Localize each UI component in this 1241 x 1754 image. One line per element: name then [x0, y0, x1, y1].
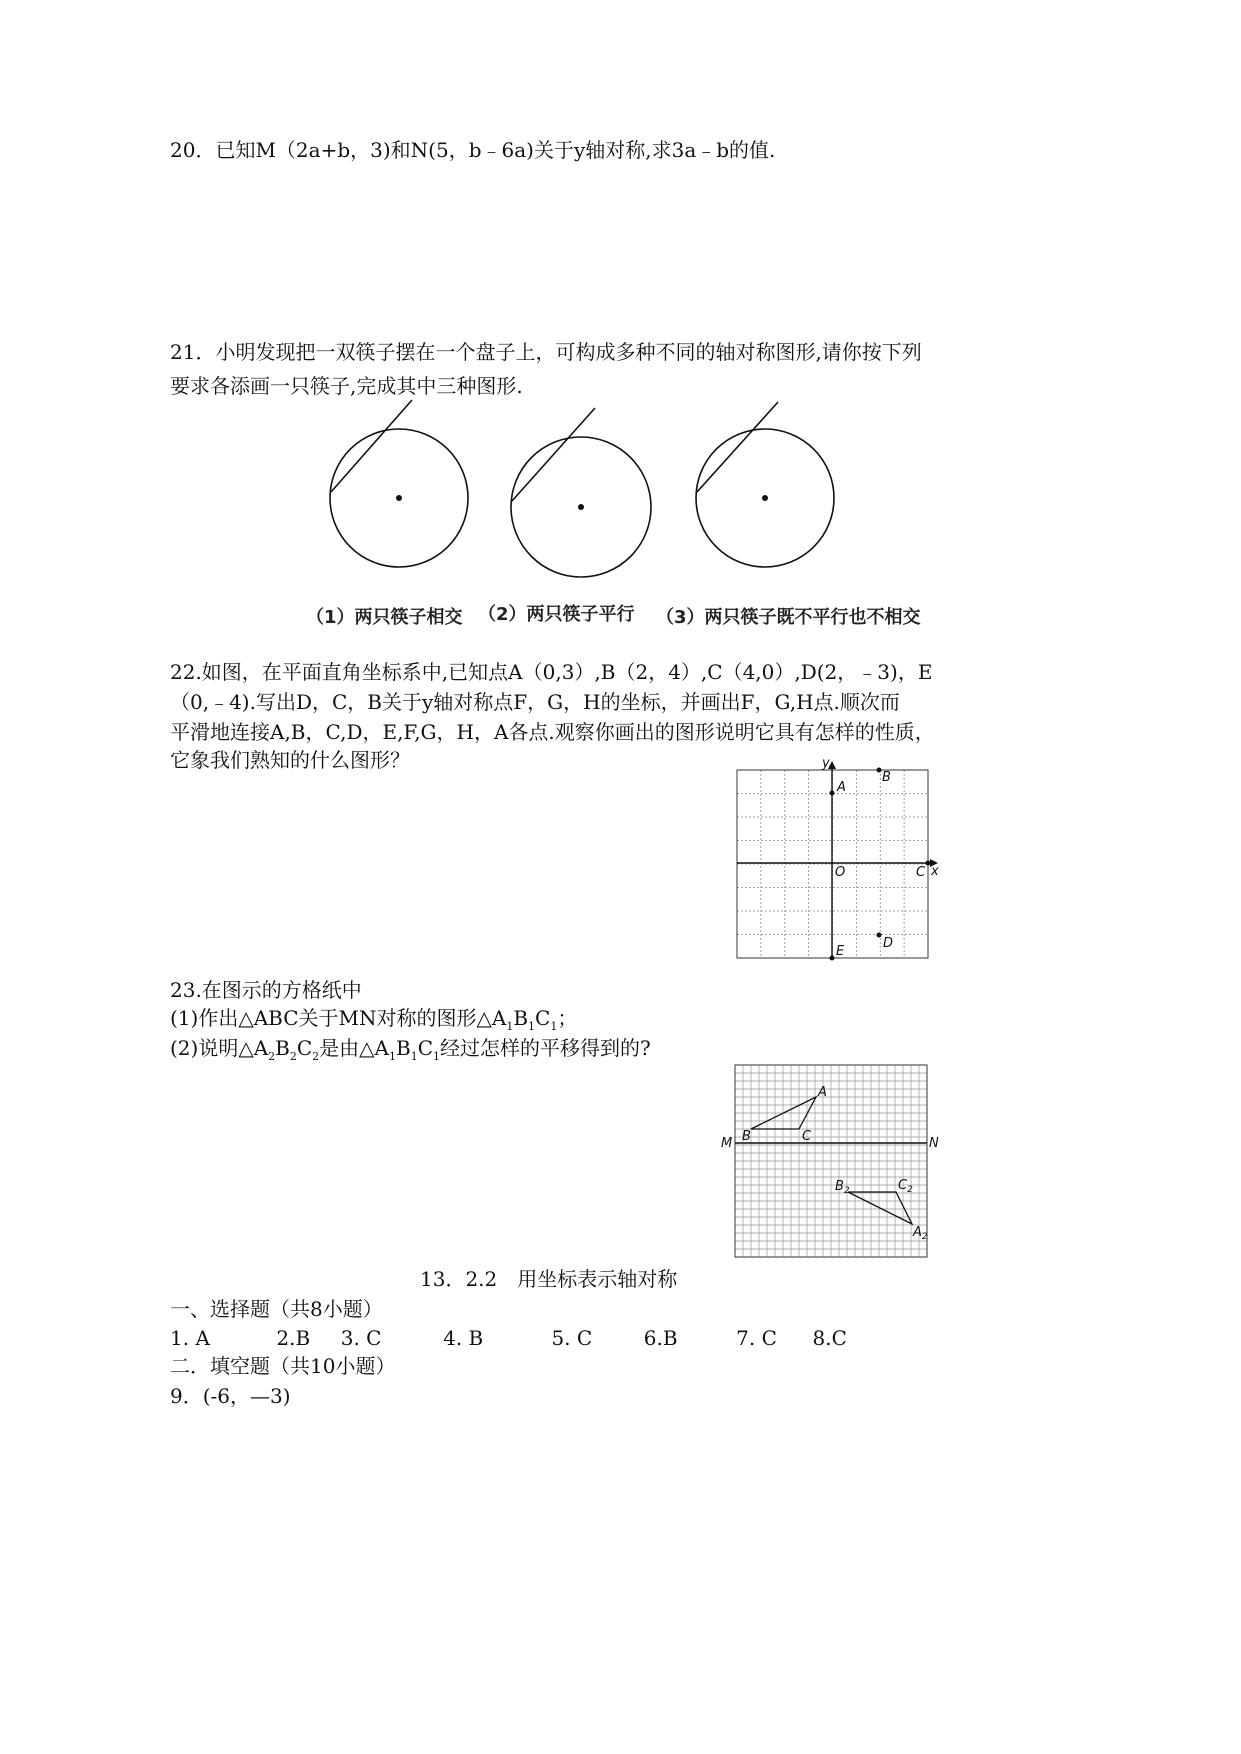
section-choice-title: 一、选择题（共8小题） [170, 1297, 383, 1321]
plate-2-center [578, 504, 584, 510]
point-a [830, 791, 835, 796]
point-d-label: D [883, 936, 894, 951]
question-21-line1: 21．小明发现把一双筷子摆在一个盘子上，可构成多种不同的轴对称图形,请你按下列 [170, 340, 922, 364]
answers-title: 13．2.2 用坐标表示轴对称 [420, 1267, 678, 1291]
choice-answer: 3. C [340, 1326, 382, 1350]
caption-1: （1）两只筷子相交 [306, 607, 463, 628]
plate-3 [696, 402, 834, 567]
choice-answer: 8.C [812, 1326, 847, 1350]
label-b: B [742, 1129, 751, 1144]
coordinate-grid [730, 755, 950, 970]
choice-answer: 7. C [736, 1326, 777, 1350]
caption-2: （2）两只筷子平行 [478, 604, 635, 625]
caption-3: （3）两只筷子既不平行也不相交 [656, 607, 921, 628]
choice-answer: 2.B [276, 1326, 311, 1350]
question-22-line2: （0,﹣4).写出D，C，B关于y轴对称点F，G，H的坐标，并画出F，G,H点.顺次而 [170, 690, 900, 714]
question-21-line2: 要求各添画一只筷子,完成其中三种图形. [170, 374, 523, 398]
question-22-line3: 平滑地连接A,B，C,D，E,F,G，H，A各点.观察你画出的图形说明它具有怎样的性质， [170, 720, 935, 744]
question-23-line2: (1)作出△ABC关于MN对称的图形$\triangle A_1B_1C_1$； [170, 1006, 578, 1033]
label-a: A [818, 1085, 827, 1100]
plate-1-center [396, 495, 402, 501]
y-axis-label: y [822, 756, 830, 771]
plate-2 [511, 408, 651, 577]
point-b-label: B [882, 770, 891, 785]
label-a2: $A_2$ [913, 1225, 928, 1242]
plate-1 [330, 400, 468, 567]
label-c: C [802, 1129, 812, 1144]
point-c-label: C [916, 865, 926, 880]
question-23-line1: 23.在图示的方格纸中 [170, 978, 362, 1002]
question-22-line4: 它象我们熟知的什么图形？ [170, 748, 410, 772]
label-m: M [721, 1136, 733, 1151]
section-fill-title: 二．填空题（共10小题） [170, 1354, 396, 1378]
plates-figure [0, 0, 1241, 640]
question-20: 20．已知M（2a+b，3)和N(5，b﹣6a)关于y轴对称,求3a﹣b的值. [170, 138, 776, 162]
answer-9: 9．(-6，—3) [170, 1384, 291, 1408]
choice-answer: 5. C [551, 1326, 593, 1350]
label-c2: $C_2$ [898, 1178, 913, 1195]
triangle-a2b2c2 [848, 1192, 912, 1224]
point-e-label: E [836, 944, 845, 959]
x-axis-label: x [931, 864, 939, 879]
choice-answer: 4. B [443, 1326, 484, 1350]
point-c [926, 861, 931, 866]
point-a-label: A [837, 780, 846, 795]
grid-lines [735, 1065, 927, 1257]
choice-answer: 1. A [170, 1326, 210, 1350]
question-23-line3: (2)说明$\triangle A_2B_2C_2$是由$\triangle A_1B_1C_1$经过怎样的平移得到的? [170, 1036, 651, 1063]
label-b2: $B_2$ [835, 1179, 850, 1196]
square-grid [718, 1060, 948, 1265]
point-e [830, 956, 835, 961]
choice-answer: 6.B [643, 1326, 678, 1350]
label-n: N [929, 1136, 939, 1151]
point-d [877, 933, 882, 938]
point-b [877, 768, 882, 773]
choice-answers-row [170, 1324, 847, 1352]
origin-label: O [835, 865, 846, 880]
question-22-line1: 22.如图，在平面直角坐标系中,已知点A（0,3）,B（2，4）,C（4,0）,D(2，﹣3)，E [170, 660, 933, 684]
plate-3-center [762, 495, 768, 501]
